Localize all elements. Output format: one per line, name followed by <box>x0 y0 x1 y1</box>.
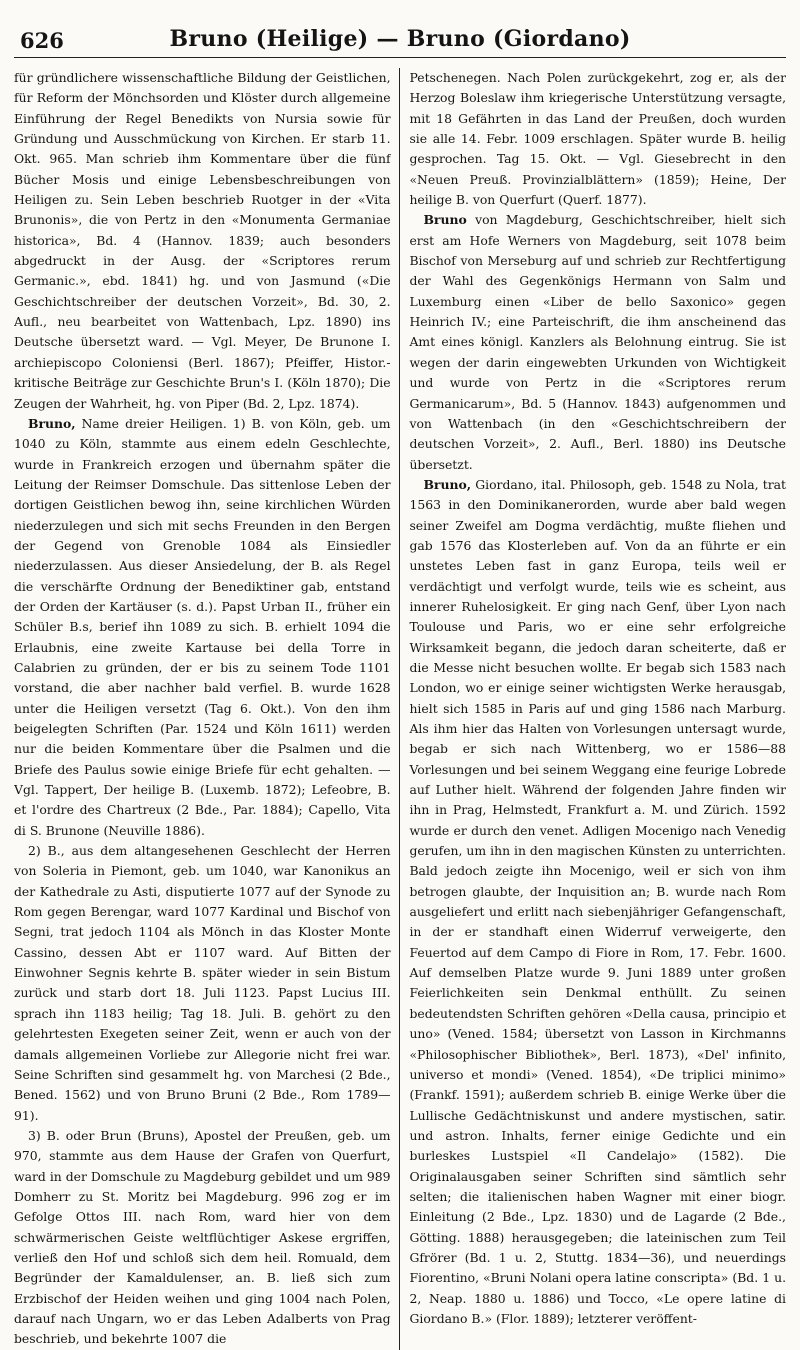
page-number: 626 <box>20 28 64 53</box>
paragraph-continuation: Petschenegen. Nach Polen zurückgekehrt, zog er, als der Herzog Boleslaw ihm kriegerische Unterstützung versagte, mit 18 Gefährten in das Land der Preußen, doch wurden sie alle 14. Febr. 1009 erschlagen. Später wurde B. heilig gesprochen. Tag 15. Okt. — Vgl. Giesebrecht in den «Neuen Preuß. Provinzialblättern» (1859); Heine, Der heilige B. von Querfurt (Querf. 1877). <box>409 70 787 208</box>
entry-headword: Bruno, <box>28 415 76 431</box>
entry-body: Giordano, ital. Philosoph, geb. 1548 zu Nola, trat 1563 in den Dominikanerorden, wurde aber bald wegen seiner Zweifel am Dogma verdächtig, mußte fliehen und gab 1576 das Klosterleben auf. Von da an führte er ein unstetes Leben fast in ganz Europa, teils weil er verdächtigt und verfolgt wurde, teils wie es scheint, aus innerer Ruhelosigkeit. Er ging nach Genf, über Lyon nach Toulouse und Paris, wo er eine sehr erfolgreiche Wirksamkeit begann, die jedoch daran scheiterte, daß er die Messe nicht besuchen wollte. Er begab sich 1583 nach London, wo er einige seiner wichtigsten Werke herausgab, hielt sich 1585 in Paris auf und ging 1586 nach Marburg. Als ihm hier das Halten von Vorlesungen untersagt wurde, begab er sich nach Wittenberg, wo er 1586—88 Vorlesungen und bei seinem Weggang eine feurige Lobrede auf Luther hielt. Während der folgenden Jahre finden wir ihn in Prag, Helmstedt, Frankfurt a. M. und Zürich. 1592 wurde er durch den venet. Adligen Mocenigo nach Venedig gerufen, um ihn in den magischen Künsten zu unterrichten. Bald jedoch zeigte ihn Mocenigo, weil er sich von ihm betrogen glaubte, der Inquisition an; B. wurde nach Rom ausgeliefert und erlitt nach siebenjähriger Gefangenschaft, in der er standhaft einen Widerruf verweigerte, den Feuertod auf dem Campo di Fiore in Rom, 17. Febr. 1600. Auf demselben Platze wurde 9. Juni 1889 unter großen Feierlichkeiten sein Denkmal enthüllt. Zu seinen bedeutendsten Schriften gehören «Della causa, principio et uno» (Vened. 1584; übersetzt von Lasson in Kirchmanns «Philosophischer Bibliothek», Berl. 1873), «Del' infinito, universo et mondi» (Vened. 1854), «De triplici minimo» (Frankf. 1591); außerdem schrieb B. einige Werke über die Lullische Gedächtniskunst und andere mystischen, satir. und astron. Inhalts, ferner einige Gedichte und ein burleskes Lustspiel «Il Candelajo» (1582). Die Originalausgaben seiner Schriften sind sämtlich sehr selten; die italienischen haben Wagner mit einer biogr. Einleitung (2 Bde., Lpz. 1830) und de Lagarde (2 Bde., Götting. 1888) herausgegeben; die lateinischen zum Teil Gfrörer (Bd. 1 u. 2, Stuttg. 1834—36), und neuerdings Fiorentino, «Bruni Nolani opera latine conscripta» (Bd. 1 u. 2, Neap. 1880 u. 1886) und Tocco, «Le opere latine di Giordano B.» (Flor. 1889); letzterer veröffent- <box>409 476 787 1326</box>
entry-headword: Bruno <box>423 212 467 228</box>
entry-bruno-magdeburg <box>409 210 786 474</box>
paragraph-bruno-2: 2) B., aus dem altangesehenen Geschlecht der Herren von Soleria in Piemont, geb. um 1040, war Kanonikus an der Kathedrale zu Asti, disputierte 1077 auf der Synode zu Rom gegen Berengar, ward 1077 Kardinal und Bischof von Segni, trat jedoch 1104 als Mönch in das Kloster Monte Cassino, dessen Abt er 1107 ward. Auf Bitten der Einwohner Segnis kehrte B. später wieder in sein Bistum zurück und starb dort 18. Juli 1123. Papst Lucius III. sprach ihn 1183 heilig; Tag 18. Juli. B. gehört zu den gelehrtesten Exegeten seiner Zeit, wenn er auch von der damals allgemeinen Vorliebe zur Allegorie nicht frei war. Seine Schriften sind gesammelt hg. von Marchesi (2 Bde., Bened. 1562) und von Bruno Bruni (2 Bde., Rom 1789—91). <box>14 843 391 1123</box>
column-divider <box>399 68 410 1350</box>
left-column <box>14 68 391 1350</box>
paragraph-bruno-3: 3) B. oder Brun (Bruns), Apostel der Preußen, geb. um 970, stammte aus dem Hause der Grafen von Querfurt, ward in der Domschule zu Magdeburg gebildet und um 989 Domherr zu St. Moritz bei Magdeburg. 996 zog er im Gefolge Ottos III. nach Rom, ward hier von dem schwärmerischen Geiste weltflüchtiger Askese ergriffen, verließ den Hof und schloß sich dem heil. Romuald, dem Begründer der Kamaldulenser, an. B. ließ sich zum Erzbischof der Heiden weihen und ging 1004 nach Polen, darauf nach Ungarn, wo er das Leben Adalberts von Prag beschrieb, und bekehrte 1007 die <box>14 1127 391 1347</box>
header-rule <box>14 57 786 58</box>
page-header <box>14 10 786 56</box>
entry-body: Name dreier Heiligen. 1) B. von Köln, geb. um 1040 zu Köln, stammte aus einem edeln Geschlechte, wurde in Frankreich erzogen und übernahm später die Leitung der Reimser Domschule. Das sittenlose Leben der dortigen Geistlichen bewog ihn, seine kirchlichen Würden niederzulegen und sich mit sechs Freunden in den Bergen der Gegend von Grenoble 1084 als Einsiedler niederzulassen. Aus dieser Ansiedelung, der B. als Regel die verschärfte Ordnung der Benediktiner gab, entstand der Orden der Kartäuser (s. d.). Papst Urban II., früher ein Schüler B.s, berief ihn 1089 zu sich. B. erhielt 1094 die Erlaubnis, eine zweite Kartause bei della Torre in Calabrien zu gründen, der er bis zu seinem Tode 1101 vorstand, die aber nachher bald verfiel. B. wurde 1628 unter die Heiligen versetzt (Tag 6. Okt.). Von den ihm beigelegten Schriften (Par. 1524 und Köln 1611) werden nur die beiden Kommentare über die Psalmen und die Briefe des Paulus sowie einige Briefe für echt gehalten. — Vgl. Tappert, Der heilige B. (Luxemb. 1872); Lefeobre, B. et l'ordre des Chartreux (2 Bde., Par. 1884); Capello, Vita di S. Brunone (Neuville 1886). <box>14 415 391 838</box>
entry-headword: Bruno, <box>423 476 472 492</box>
running-head: Bruno (Heilige) — Bruno (Giordano) <box>169 26 631 52</box>
text-columns <box>14 68 786 1350</box>
entry-bruno-giordano <box>409 475 786 1329</box>
paragraph-continuation: für gründlichere wissenschaftliche Bildung der Geistlichen, für Reform der Mönchsorden und Klöster durch allgemeine Einführung der Regel Benedikts von Nursia sowie für Gründung und Ausschmückung von Kirchen. Er starb 11. Okt. 965. Man schrieb ihm Kommentare über die fünf Bücher Mosis und einige Lebensbeschreibungen von Heiligen zu. Sein Leben beschrieb Ruotger in der «Vita Brunonis», die von Pertz in den «Monumenta Germaniae historica», Bd. 4 (Hannov. 1839; auch besonders abgedruckt in der Ausg. der «Scriptores rerum Germanic.», ebd. 1841) hg. und von Jasmund («Die Geschichtschreiber der deutschen Vorzeit», Bd. 30, 2. Aufl., neu bearbeitet von Wattenbach, Lpz. 1890) ins Deutsche übersetzt ward. — Vgl. Meyer, De Brunone I. archiepiscopo Coloniensi (Berl. 1867); Pfeiffer, Histor.-kritische Beiträge zur Geschichte Brun's I. (Köln 1870); Die Zeugen der Wahrheit, hg. von Piper (Bd. 2, Lpz. 1874). <box>14 70 391 411</box>
right-column <box>409 68 786 1350</box>
entry-bruno-saints <box>14 414 391 841</box>
entry-body: von Magdeburg, Geschichtschreiber, hielt sich erst am Hofe Werners von Magdeburg, seit 1078 beim Bischof von Merseburg auf und schrieb zur Rechtfertigung der Wahl des Gegenkönigs Hermann von Salm und Luxemburg einen «Liber de bello Saxonico» gegen Heinrich IV.; eine Parteischrift, die ihm anscheinend das Amt eines königl. Kanzlers als Belohnung eintrug. Sie ist wegen der darin eingewebten Urkunden von Wichtigkeit und wurde von Pertz in die «Scriptores rerum Germanicarum», Bd. 5 (Hannov. 1843) aufgenommen und von Wattenbach (in den «Geschichtschreibern der deutschen Vorzeit», 2. Aufl., Berl. 1880) ins Deutsche übersetzt. <box>409 212 787 472</box>
